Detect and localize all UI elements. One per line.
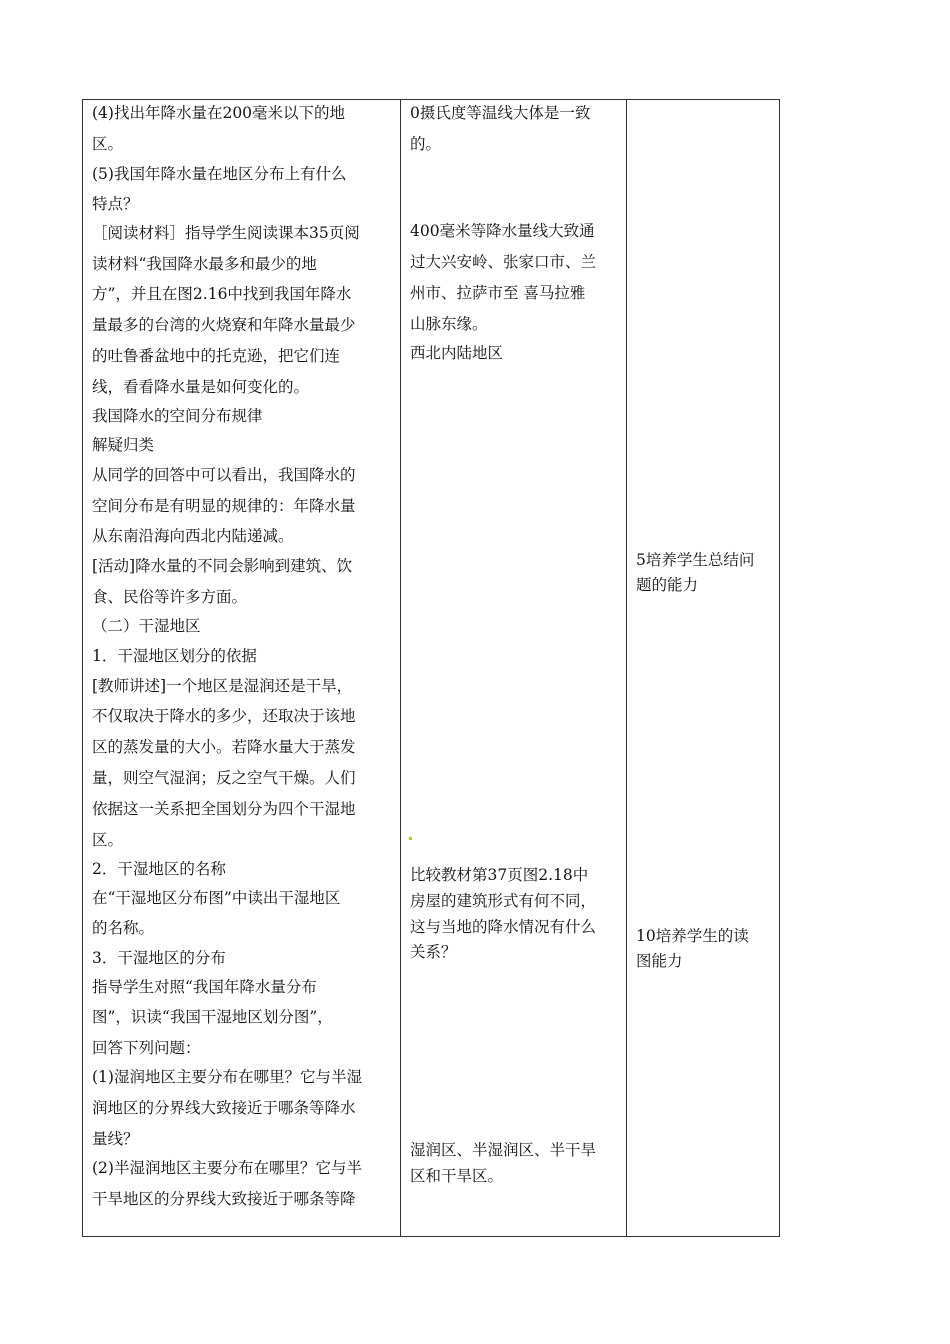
text-line: [教师讲述]一个地区是湿润还是干旱， (92, 677, 353, 695)
text-line: 山脉东缘。 (410, 315, 488, 333)
text-line: [活动]降水量的不同会影响到建筑、饮 (92, 557, 353, 575)
text-line: 10培养学生的读 (636, 927, 749, 945)
text-line: 量，则空气湿润；反之空气干燥。人们 (92, 769, 356, 787)
text-line: 从东南沿海向西北内陆递减。 (92, 527, 294, 545)
column-divider (400, 100, 401, 1236)
text-line: 西北内陆地区 (410, 344, 504, 362)
text-line: (5)我国年降水量在地区分布上有什么 (92, 165, 347, 183)
text-line: 在“干湿地区分布图”中读出干湿地区 (92, 889, 341, 907)
lesson-table (82, 99, 780, 1237)
text-line: 图”，识读“我国干湿地区划分图”， (92, 1008, 333, 1026)
text-line: 1．干湿地区划分的依据 (92, 647, 257, 665)
text-line: 食、民俗等许多方面。 (92, 588, 248, 606)
text-line: 回答下列问题： (92, 1039, 201, 1057)
column-divider (626, 100, 627, 1236)
text-line: 5培养学生总结问 (636, 551, 755, 569)
text-line: 不仅取决于降水的多少，还取决于该地 (92, 707, 356, 725)
text-line: 这与当地的降水情况有什么 (410, 918, 597, 936)
text-line: 干旱地区的分界线大致接近于哪条等降 (92, 1190, 356, 1208)
text-line: (4)找出年降水量在200毫米以下的地 (92, 104, 346, 122)
stray-mark (409, 837, 412, 840)
text-line: 润地区的分界线大致接近于哪条等降水 (92, 1099, 356, 1117)
text-line: 量最多的台湾的火烧寮和年降水量最少 (92, 316, 356, 334)
text-line: 关系？ (410, 943, 457, 961)
text-line: 区和干旱区。 (410, 1167, 504, 1185)
text-line: 我国降水的空间分布规律 (92, 407, 263, 425)
text-line: 400毫米等降水量线大致通 (410, 222, 595, 240)
text-line: ［阅读材料］指导学生阅读课本35页阅 (92, 224, 360, 242)
text-line: 读材料“我国降水最多和最少的地 (92, 255, 317, 273)
text-line: 区的蒸发量的大小。若降水量大于蒸发 (92, 738, 356, 756)
text-line: 州市、拉萨市至 喜马拉雅 (410, 284, 586, 302)
text-line: (2)半湿润地区主要分布在哪里？它与半 (92, 1159, 362, 1177)
text-line: 3．干湿地区的分布 (92, 949, 226, 967)
text-line: 房屋的建筑形式有何不同， (410, 892, 597, 910)
text-line: 湿润区、半湿润区、半干旱 (410, 1141, 597, 1159)
text-line: 图能力 (636, 952, 683, 970)
text-line: 的名称。 (92, 919, 155, 937)
text-line: 指导学生对照“我国年降水量分布 (92, 978, 317, 996)
text-line: (1)湿润地区主要分布在哪里？它与半湿 (92, 1068, 362, 1086)
text-line: 0摄氏度等温线大体是一致 (410, 104, 591, 122)
text-line: 解疑归类 (92, 436, 155, 454)
text-line: 的。 (410, 135, 442, 153)
text-line: 比较教材第37页图2.18中 (410, 866, 589, 884)
text-line: 过大兴安岭、张家口市、兰 (410, 253, 597, 271)
text-line: 空间分布是有明显的规律的：年降水量 (92, 497, 356, 515)
text-line: 2．干湿地区的名称 (92, 860, 226, 878)
text-line: 题的能力 (636, 576, 699, 594)
text-line: 区。 (92, 831, 124, 849)
text-line: 从同学的回答中可以看出，我国降水的 (92, 466, 356, 484)
text-line: （二）干湿地区 (92, 617, 201, 635)
text-line: 依据这一关系把全国划分为四个干湿地 (92, 800, 356, 818)
text-line: 量线？ (92, 1130, 139, 1148)
text-line: 方”，并且在图2.16中找到我国年降水 (92, 285, 352, 303)
text-line: 的吐鲁番盆地中的托克逊，把它们连 (92, 347, 341, 365)
text-line: 特点？ (92, 195, 139, 213)
text-line: 线，看看降水量是如何变化的。 (92, 378, 310, 396)
text-line: 区。 (92, 135, 124, 153)
